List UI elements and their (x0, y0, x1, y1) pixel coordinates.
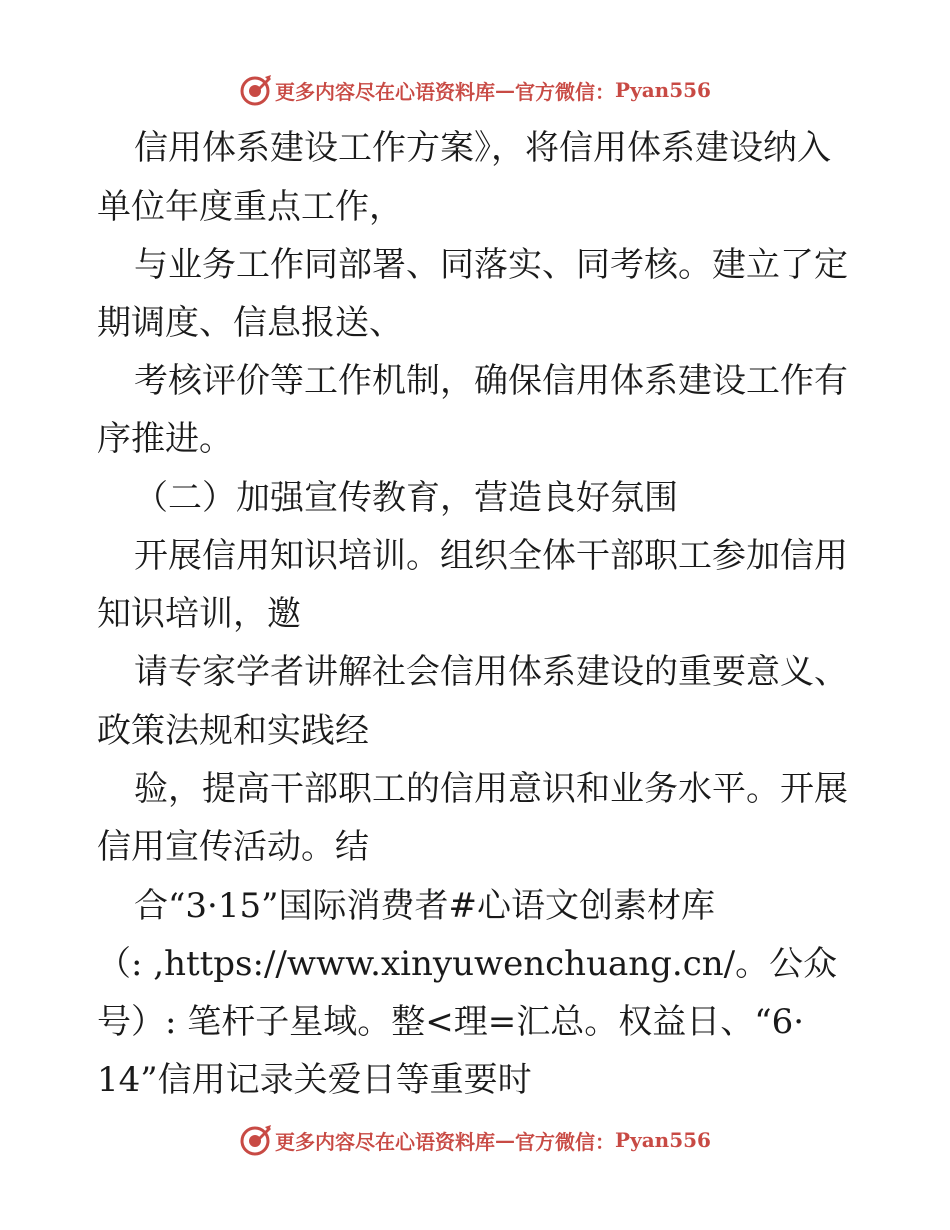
footer-brand-text: 更多内容尽在心语资料库 (275, 1129, 496, 1154)
body-line: 与业务工作同部署、同落实、同考核。建立了定 (134, 245, 848, 285)
body-line: （: ,https://www.xinyuwenchuang.cn/。公众 (97, 944, 838, 984)
header-contact-text: 官方微信： (515, 79, 616, 104)
body-line: 请专家学者讲解社会信用体系建设的重要意义、 (134, 652, 848, 692)
body-line: 验，提高干部职工的信用意识和业务水平。开展 (134, 769, 848, 809)
footer-separator: — (495, 1128, 516, 1152)
section-heading: （二）加强宣传教育，营造良好氛围 (134, 478, 678, 518)
header-banner (0, 70, 950, 110)
header-brand-text: 更多内容尽在心语资料库 (275, 79, 496, 104)
body-line: 期调度、信息报送、 (97, 303, 403, 343)
body-line: 信用体系建设工作方案》，将信用体系建设纳入 (134, 128, 831, 168)
footer-contact-text: 官方微信： (515, 1129, 616, 1154)
footer-wechat-id: Pyan556 (615, 1128, 711, 1152)
body-line: 序推进。 (97, 419, 233, 459)
body-line: 开展信用知识培训。组织全体干部职工参加信用 (134, 536, 848, 576)
header-separator: — (495, 78, 516, 102)
pen-logo-icon (239, 73, 273, 107)
body-line: 信用宣传活动。结 (97, 827, 369, 867)
body-line: 14”信用记录关爱日等重要时 (97, 1060, 532, 1100)
pen-logo-icon (239, 1123, 273, 1157)
body-line: 政策法规和实践经 (97, 711, 369, 751)
body-line: 知识培训，邀 (97, 594, 301, 634)
header-wechat-id: Pyan556 (615, 78, 711, 102)
footer-banner (0, 1120, 950, 1160)
body-line: 合“3·15”国际消费者#心语文创素材库 (134, 886, 715, 926)
body-line: 单位年度重点工作， (97, 187, 403, 227)
body-line: 号）: 笔杆子星域。整<理=汇总。权益日、“6· (97, 1002, 805, 1042)
body-line: 考核评价等工作机制，确保信用体系建设工作有 (134, 361, 848, 401)
